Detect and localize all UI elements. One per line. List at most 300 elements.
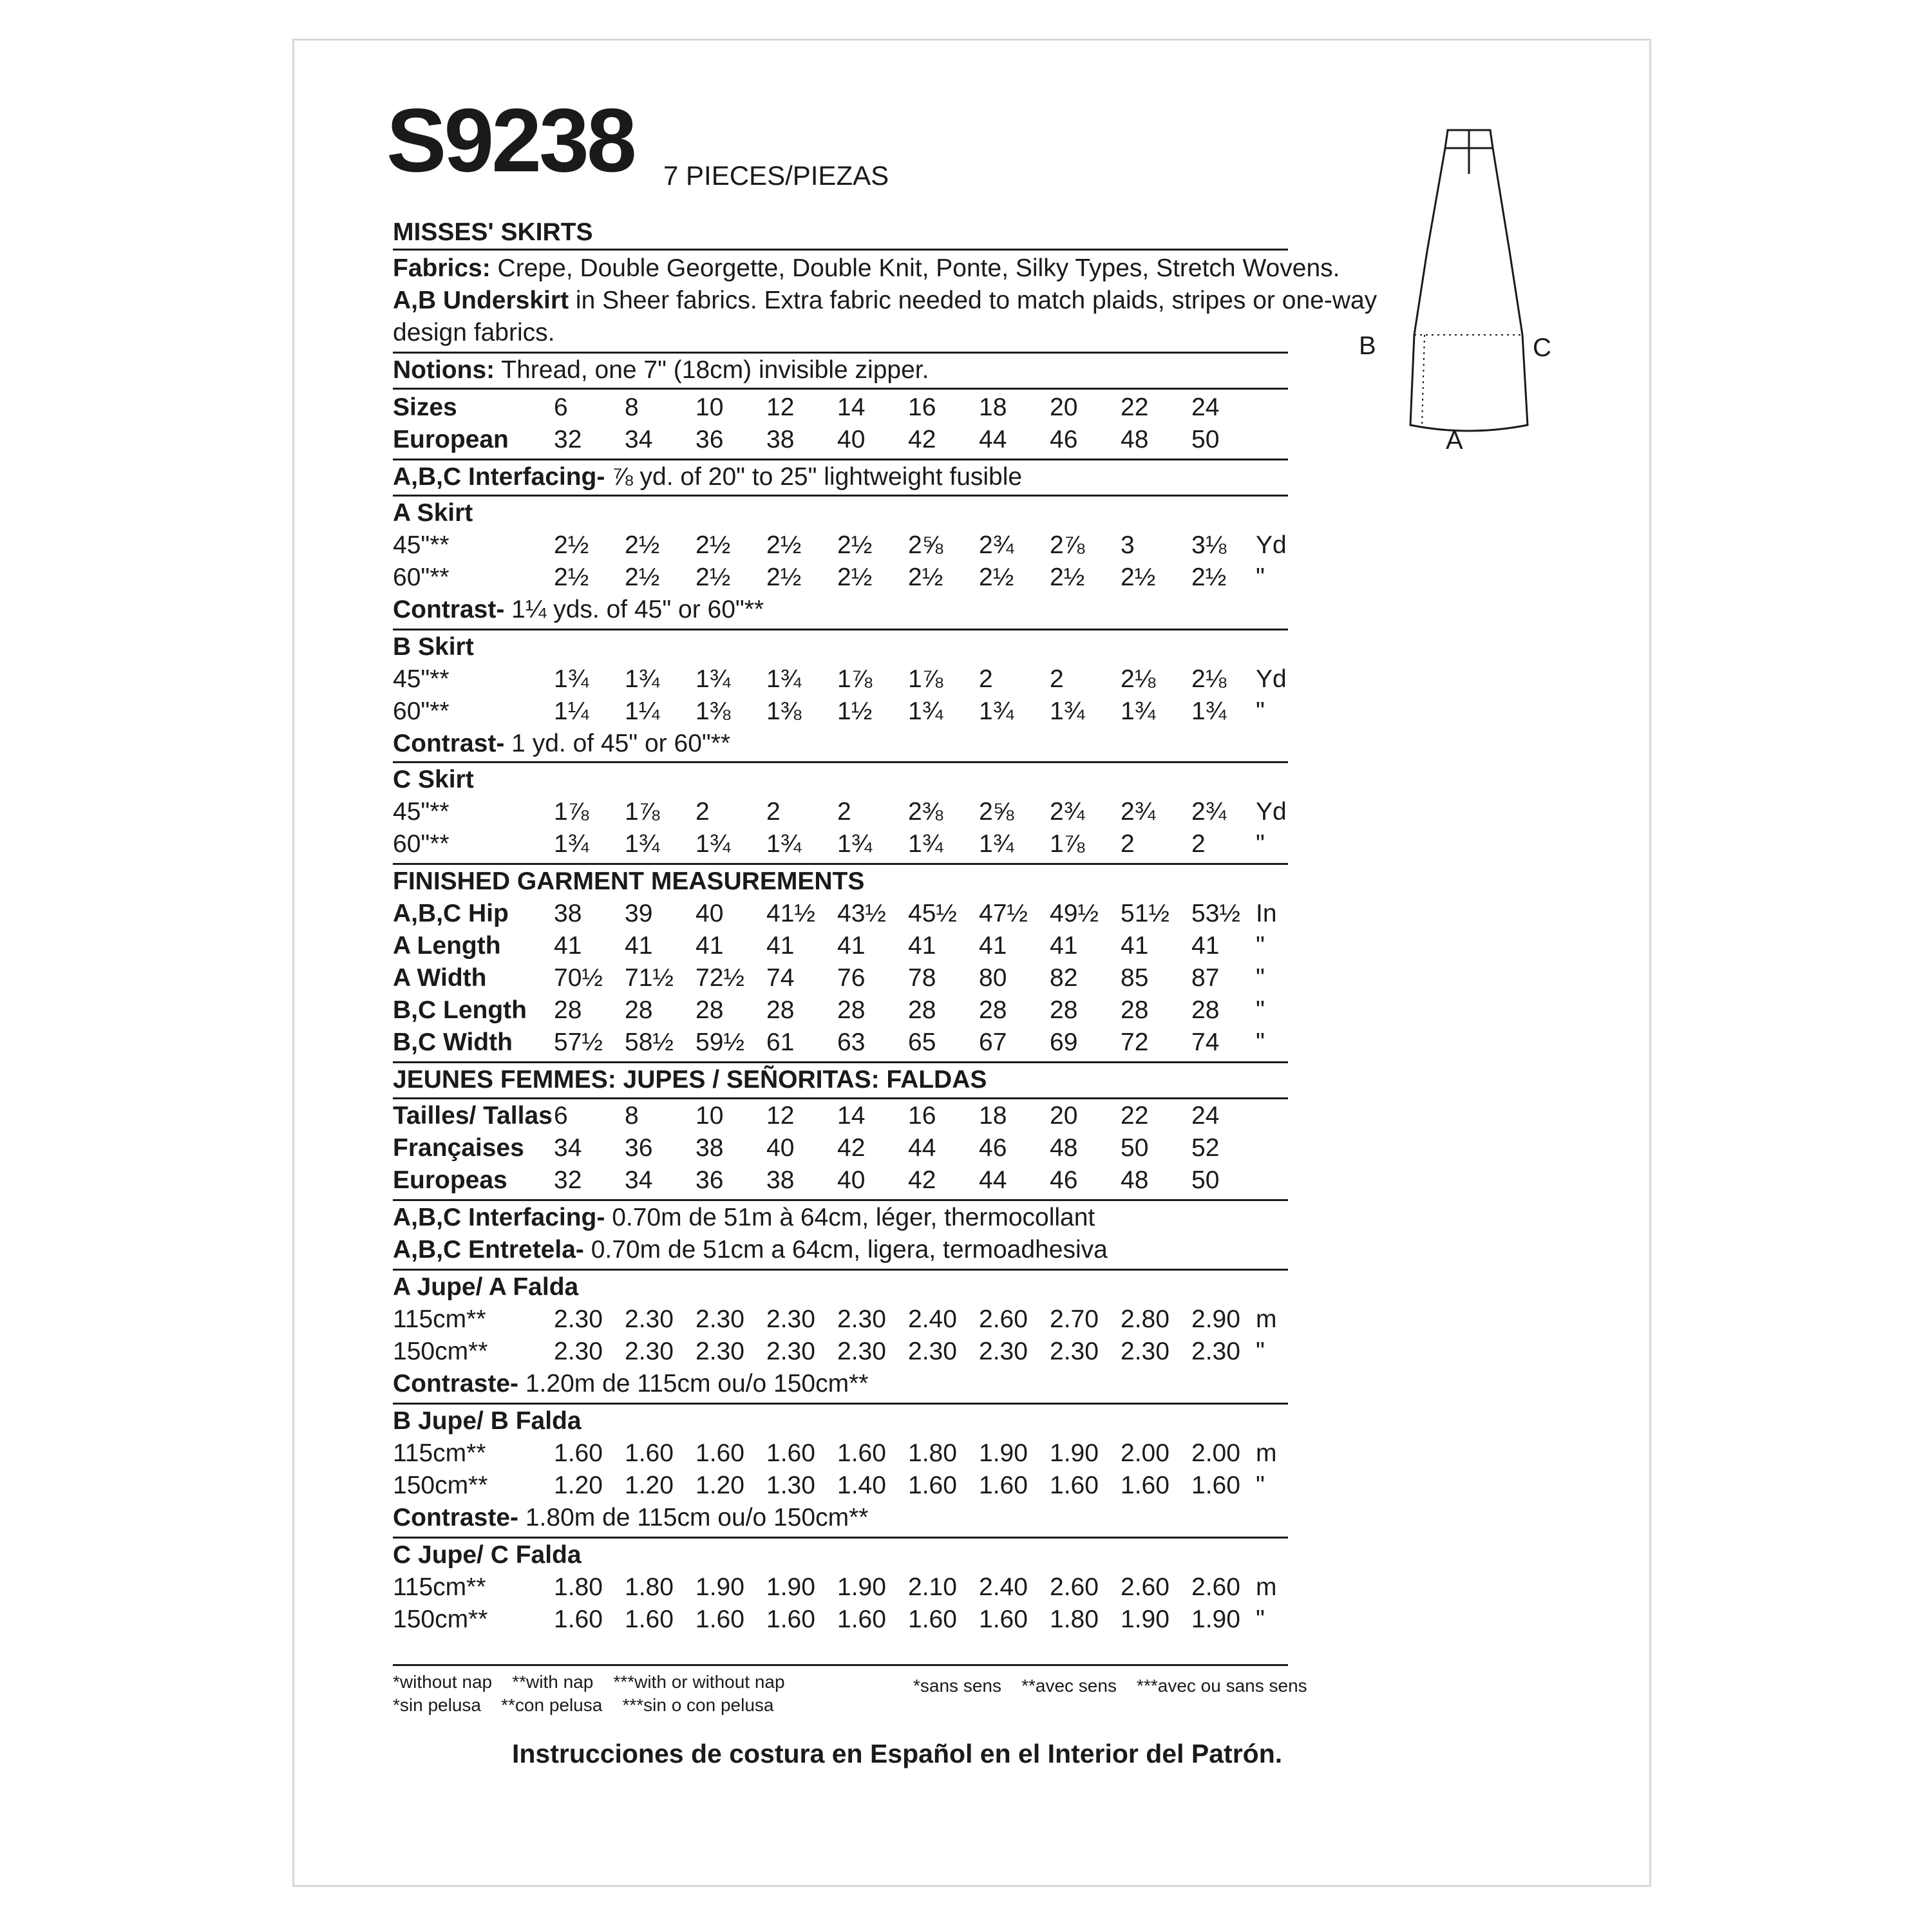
contrast-label: Contrast- xyxy=(393,596,505,623)
value-cell: 2.30 xyxy=(837,1305,886,1333)
entretela-label: A,B,C Entretela- xyxy=(393,1236,584,1264)
value-cell: 57½ xyxy=(554,1028,603,1056)
value-cell: 2½ xyxy=(1121,564,1156,591)
value-cell: 2.30 xyxy=(908,1338,957,1365)
row-label: A Width xyxy=(393,964,487,992)
value-cell: 2⅝ xyxy=(908,531,943,559)
unit-cell: " xyxy=(1256,564,1265,591)
value-cell: 41 xyxy=(554,932,582,960)
entretela-line xyxy=(393,1234,1294,1266)
view-b-label: B xyxy=(1359,332,1376,360)
value-cell: 2⅞ xyxy=(1050,531,1085,559)
value-cell: 41 xyxy=(908,932,936,960)
value-cell: 2⅜ xyxy=(908,798,943,826)
value-cell: 2.60 xyxy=(1050,1573,1099,1601)
view-a-label: A xyxy=(1446,426,1463,455)
value-cell: 58½ xyxy=(625,1028,674,1056)
metrage-row xyxy=(393,1571,1294,1604)
value-cell: 67 xyxy=(979,1028,1007,1056)
value-cell: 2½ xyxy=(837,531,873,559)
unit-cell: m xyxy=(1256,1305,1277,1333)
row-label: A,B,C Hip xyxy=(393,900,509,927)
european-cell: 34 xyxy=(625,426,653,453)
value-cell: 40 xyxy=(766,1134,795,1162)
european-cell: 32 xyxy=(554,426,582,453)
value-cell: 32 xyxy=(554,1166,582,1194)
row-label: Europeas xyxy=(393,1166,507,1194)
value-cell: 2.30 xyxy=(625,1338,674,1365)
underskirt-line xyxy=(393,285,1378,317)
value-cell: 34 xyxy=(625,1166,653,1194)
value-cell: 2½ xyxy=(554,564,589,591)
value-cell: 2 xyxy=(1050,665,1064,693)
value-cell: 2 xyxy=(766,798,781,826)
value-cell: 2.90 xyxy=(1191,1305,1240,1333)
contraste-text: 1.80m de 115cm ou/o 150cm** xyxy=(518,1504,869,1531)
fabrics-text: Crepe, Double Georgette, Double Knit, Ponte, Silky Types, Stretch Wovens. xyxy=(490,254,1340,282)
value-cell: 10 xyxy=(696,1102,724,1130)
value-cell: 1¾ xyxy=(696,665,731,693)
value-cell: 2.70 xyxy=(1050,1305,1099,1333)
value-cell: 6 xyxy=(554,1102,568,1130)
size-cell: 14 xyxy=(837,393,866,421)
value-cell: 1.80 xyxy=(554,1573,603,1601)
value-cell: 2¾ xyxy=(1050,798,1085,826)
value-cell: 28 xyxy=(979,996,1007,1024)
value-cell: 43½ xyxy=(837,900,886,927)
c-jupe-label: C Jupe/ C Falda xyxy=(393,1541,582,1569)
value-cell: 48 xyxy=(1050,1134,1078,1162)
value-cell: 2⅛ xyxy=(1121,665,1156,693)
value-cell: 40 xyxy=(837,1166,866,1194)
value-cell: 51½ xyxy=(1121,900,1170,927)
value-cell: 39 xyxy=(625,900,653,927)
fabrics-line xyxy=(393,252,1340,285)
value-cell: 1.60 xyxy=(837,1439,886,1467)
measurement-row xyxy=(393,994,1294,1027)
value-cell: 2.00 xyxy=(1191,1439,1240,1467)
value-cell: 1.30 xyxy=(766,1472,815,1499)
value-cell: 2½ xyxy=(696,564,731,591)
finished-measurements-title: FINISHED GARMENT MEASUREMENTS xyxy=(393,867,865,895)
value-cell: 41 xyxy=(625,932,653,960)
size-cell: 12 xyxy=(766,393,795,421)
contraste-line xyxy=(393,1502,1294,1534)
value-cell: 28 xyxy=(766,996,795,1024)
value-cell: 2.30 xyxy=(766,1338,815,1365)
european-cell: 36 xyxy=(696,426,724,453)
value-cell: 2.30 xyxy=(696,1338,744,1365)
value-cell: 2 xyxy=(1191,830,1206,858)
value-cell: 2⅝ xyxy=(979,798,1014,826)
european-row xyxy=(393,424,1294,456)
measurement-row xyxy=(393,930,1294,962)
notions-text: Thread, one 7" (18cm) invisible zipper. xyxy=(495,356,929,384)
interfacing-label: A,B,C Interfacing- xyxy=(393,463,605,491)
value-cell: 1.60 xyxy=(554,1439,603,1467)
unit-cell: " xyxy=(1256,996,1265,1024)
value-cell: 1¾ xyxy=(908,830,943,858)
divider xyxy=(393,1664,1288,1666)
c-skirt-label: C Skirt xyxy=(393,766,474,793)
unit-cell: " xyxy=(1256,830,1265,858)
value-cell: 38 xyxy=(696,1134,724,1162)
metrage-row xyxy=(393,1437,1294,1470)
interfacing-line xyxy=(393,461,1294,493)
row-label: 45"** xyxy=(393,665,450,693)
value-cell: 1.80 xyxy=(1050,1605,1099,1633)
value-cell: 85 xyxy=(1121,964,1149,992)
yardage-row xyxy=(393,696,1294,728)
value-cell: 28 xyxy=(1121,996,1149,1024)
value-cell: 47½ xyxy=(979,900,1028,927)
measurement-row xyxy=(393,962,1294,994)
value-cell: 2½ xyxy=(625,564,660,591)
value-cell: 1.20 xyxy=(696,1472,744,1499)
value-cell: 1.60 xyxy=(696,1605,744,1633)
value-cell: 41 xyxy=(1191,932,1220,960)
value-cell: 59½ xyxy=(696,1028,744,1056)
value-cell: 28 xyxy=(1191,996,1220,1024)
skirt-line-drawing xyxy=(1352,122,1597,457)
entretela-text: 0.70m de 51cm a 64cm, ligera, termoadhesiva xyxy=(583,1236,1108,1264)
value-cell: 42 xyxy=(908,1166,936,1194)
value-cell: 2.30 xyxy=(766,1305,815,1333)
value-cell: 2.10 xyxy=(908,1573,957,1601)
value-cell: 1¾ xyxy=(766,830,802,858)
contraste-label: Contraste- xyxy=(393,1370,519,1397)
interfacing-text: ⅞ yd. of 20" to 25" lightweight fusible xyxy=(605,463,1023,491)
value-cell: 1¾ xyxy=(696,830,731,858)
row-label: Françaises xyxy=(393,1134,524,1162)
value-cell: 1¼ xyxy=(554,697,589,725)
underskirt-text: in Sheer fabrics. Extra fabric needed to match plaids, stripes or one-way xyxy=(569,287,1378,314)
value-cell: 2¾ xyxy=(1121,798,1156,826)
value-cell: 18 xyxy=(979,1102,1007,1130)
value-cell: 1.60 xyxy=(908,1605,957,1633)
metrage-row xyxy=(393,1604,1294,1636)
metrage-row xyxy=(393,1336,1294,1368)
value-cell: 2.80 xyxy=(1121,1305,1170,1333)
interfacing-fr-label: A,B,C Interfacing- xyxy=(393,1204,605,1231)
yardage-row xyxy=(393,562,1294,594)
divider xyxy=(393,388,1288,390)
value-cell: 2.30 xyxy=(696,1305,744,1333)
underskirt-line-2: design fabrics. xyxy=(393,319,555,346)
value-cell: 1.60 xyxy=(979,1472,1028,1499)
row-label: 115cm** xyxy=(393,1305,486,1333)
value-cell: 1.60 xyxy=(1191,1472,1240,1499)
value-cell: 28 xyxy=(837,996,866,1024)
value-cell: 1.80 xyxy=(625,1573,674,1601)
unit-cell: " xyxy=(1256,1472,1265,1499)
row-label: 150cm** xyxy=(393,1472,488,1499)
value-cell: 1.60 xyxy=(837,1605,886,1633)
value-cell: 2½ xyxy=(1050,564,1085,591)
value-cell: 1.60 xyxy=(1121,1472,1170,1499)
divider xyxy=(393,863,1288,865)
value-cell: 80 xyxy=(979,964,1007,992)
interfacing-fr-line xyxy=(393,1202,1294,1234)
value-cell: 46 xyxy=(1050,1166,1078,1194)
value-cell: 40 xyxy=(696,900,724,927)
value-cell: 2½ xyxy=(1191,564,1227,591)
value-cell: 2.60 xyxy=(1121,1573,1170,1601)
value-cell: 1¾ xyxy=(766,665,802,693)
value-cell: 2½ xyxy=(625,531,660,559)
value-cell: 87 xyxy=(1191,964,1220,992)
row-label: A Length xyxy=(393,932,501,960)
divider xyxy=(393,1537,1288,1539)
value-cell: 45½ xyxy=(908,900,957,927)
unit-cell: " xyxy=(1256,932,1265,960)
divider xyxy=(393,761,1288,763)
value-cell: 22 xyxy=(1121,1102,1149,1130)
divider xyxy=(393,1403,1288,1405)
a-skirt-label: A Skirt xyxy=(393,499,473,527)
value-cell: 1¾ xyxy=(979,697,1014,725)
row-label: 150cm** xyxy=(393,1605,488,1633)
contrast-line xyxy=(393,728,1294,760)
value-cell: 16 xyxy=(908,1102,936,1130)
value-cell: 2 xyxy=(979,665,993,693)
value-cell: 1.60 xyxy=(979,1605,1028,1633)
european-cell: 48 xyxy=(1121,426,1149,453)
value-cell: 1.90 xyxy=(1050,1439,1099,1467)
value-cell: 65 xyxy=(908,1028,936,1056)
a-jupe-label: A Jupe/ A Falda xyxy=(393,1273,579,1301)
value-cell: 2½ xyxy=(837,564,873,591)
yardage-row xyxy=(393,796,1294,828)
value-cell: 2¾ xyxy=(979,531,1014,559)
row-label: 115cm** xyxy=(393,1573,486,1601)
unit-cell: In xyxy=(1256,900,1277,927)
value-cell: 28 xyxy=(696,996,724,1024)
value-cell: 36 xyxy=(625,1134,653,1162)
row-label: 45"** xyxy=(393,798,450,826)
size-cell: 24 xyxy=(1191,393,1220,421)
contrast-label: Contrast- xyxy=(393,730,505,757)
value-cell: 1.40 xyxy=(837,1472,886,1499)
value-cell: 2.30 xyxy=(554,1305,603,1333)
value-cell: 1.90 xyxy=(696,1573,744,1601)
value-cell: 1.60 xyxy=(766,1605,815,1633)
unit-cell: m xyxy=(1256,1573,1277,1601)
value-cell: 28 xyxy=(625,996,653,1024)
contrast-line xyxy=(393,594,1294,626)
value-cell: 48 xyxy=(1121,1166,1149,1194)
european-cell: 42 xyxy=(908,426,936,453)
row-label: 60"** xyxy=(393,564,450,591)
value-cell: 1¾ xyxy=(625,665,660,693)
fabrics-label: Fabrics: xyxy=(393,254,491,282)
section-title-jeunes: JEUNES FEMMES: JUPES / SEÑORITAS: FALDAS xyxy=(393,1066,987,1094)
unit-cell: Yd xyxy=(1256,665,1287,693)
value-cell: 2.40 xyxy=(908,1305,957,1333)
value-cell: 1¾ xyxy=(554,830,589,858)
value-cell: 1.60 xyxy=(625,1605,674,1633)
value-cell: 76 xyxy=(837,964,866,992)
value-cell: 1.60 xyxy=(766,1439,815,1467)
value-cell: 44 xyxy=(908,1134,936,1162)
value-cell: 70½ xyxy=(554,964,603,992)
measurement-row xyxy=(393,898,1294,930)
value-cell: 2⅛ xyxy=(1191,665,1227,693)
unit-cell: " xyxy=(1256,964,1265,992)
divider xyxy=(393,459,1288,460)
metrage-row xyxy=(393,1303,1294,1336)
section-title-misses: MISSES' SKIRTS xyxy=(393,218,593,246)
unit-cell: " xyxy=(1256,1028,1265,1056)
value-cell: 1¾ xyxy=(554,665,589,693)
value-cell: 1.60 xyxy=(625,1439,674,1467)
value-cell: 41 xyxy=(979,932,1007,960)
european-cell: 40 xyxy=(837,426,866,453)
francaises-row xyxy=(393,1132,1294,1164)
view-c-label: C xyxy=(1533,334,1551,362)
divider xyxy=(393,352,1288,354)
value-cell: 44 xyxy=(979,1166,1007,1194)
value-cell: 1⅞ xyxy=(554,798,589,826)
value-cell: 38 xyxy=(766,1166,795,1194)
divider xyxy=(393,249,1288,251)
notions-line xyxy=(393,354,1294,386)
footnote-fr: *sans sens **avec sens ***avec ou sans sens xyxy=(913,1676,1307,1696)
value-cell: 2.60 xyxy=(979,1305,1028,1333)
row-label: B,C Width xyxy=(393,1028,513,1056)
value-cell: 1¾ xyxy=(979,830,1014,858)
value-cell: 2.30 xyxy=(837,1338,886,1365)
size-cell: 18 xyxy=(979,393,1007,421)
unit-cell: Yd xyxy=(1256,798,1287,826)
value-cell: 1¾ xyxy=(908,697,943,725)
value-cell: 1.20 xyxy=(554,1472,603,1499)
contraste-label: Contraste- xyxy=(393,1504,519,1531)
size-cell: 8 xyxy=(625,393,639,421)
value-cell: 63 xyxy=(837,1028,866,1056)
row-label: 60"** xyxy=(393,830,450,858)
value-cell: 50 xyxy=(1121,1134,1149,1162)
metrage-row xyxy=(393,1470,1294,1502)
value-cell: 2½ xyxy=(696,531,731,559)
value-cell: 1¼ xyxy=(625,697,660,725)
unit-cell: m xyxy=(1256,1439,1277,1467)
value-cell: 2.60 xyxy=(1191,1573,1240,1601)
value-cell: 2 xyxy=(1121,830,1135,858)
value-cell: 53½ xyxy=(1191,900,1240,927)
value-cell: 1⅜ xyxy=(696,697,731,725)
row-label: 115cm** xyxy=(393,1439,486,1467)
value-cell: 36 xyxy=(696,1166,724,1194)
value-cell: 3⅛ xyxy=(1191,531,1227,559)
value-cell: 1.90 xyxy=(979,1439,1028,1467)
value-cell: 2½ xyxy=(766,564,802,591)
value-cell: 2 xyxy=(696,798,710,826)
yardage-row xyxy=(393,529,1294,562)
size-cell: 16 xyxy=(908,393,936,421)
value-cell: 28 xyxy=(554,996,582,1024)
value-cell: 1⅞ xyxy=(908,665,943,693)
value-cell: 1⅜ xyxy=(766,697,802,725)
row-label: B,C Length xyxy=(393,996,527,1024)
divider xyxy=(393,1269,1288,1271)
value-cell: 1.20 xyxy=(625,1472,674,1499)
b-jupe-label: B Jupe/ B Falda xyxy=(393,1407,582,1435)
divider xyxy=(393,629,1288,630)
yardage-row xyxy=(393,828,1294,860)
unit-cell: " xyxy=(1256,1605,1265,1633)
value-cell: 2¾ xyxy=(1191,798,1227,826)
underskirt-label: A,B Underskirt xyxy=(393,287,569,314)
value-cell: 71½ xyxy=(625,964,674,992)
value-cell: 2.30 xyxy=(1050,1338,1099,1365)
value-cell: 1¾ xyxy=(837,830,873,858)
value-cell: 2½ xyxy=(766,531,802,559)
unit-cell: " xyxy=(1256,697,1265,725)
value-cell: 50 xyxy=(1191,1166,1220,1194)
row-label: Tailles/ Tallas xyxy=(393,1102,553,1130)
european-cell: 44 xyxy=(979,426,1007,453)
measurement-row xyxy=(393,1027,1294,1059)
value-cell: 1.60 xyxy=(908,1472,957,1499)
value-cell: 2½ xyxy=(908,564,943,591)
value-cell: 41 xyxy=(1121,932,1149,960)
value-cell: 8 xyxy=(625,1102,639,1130)
value-cell: 2.40 xyxy=(979,1573,1028,1601)
b-skirt-label: B Skirt xyxy=(393,633,474,661)
value-cell: 2.30 xyxy=(1121,1338,1170,1365)
value-cell: 49½ xyxy=(1050,900,1099,927)
interfacing-fr-text: 0.70m de 51m à 64cm, léger, thermocollant xyxy=(605,1204,1095,1231)
value-cell: 14 xyxy=(837,1102,866,1130)
value-cell: 1¾ xyxy=(1050,697,1085,725)
footnote-en: *without nap **with nap ***with or without nap xyxy=(393,1672,785,1692)
value-cell: 24 xyxy=(1191,1102,1220,1130)
value-cell: 82 xyxy=(1050,964,1078,992)
value-cell: 1¾ xyxy=(1121,697,1156,725)
sizes-row xyxy=(393,392,1294,424)
value-cell: 1⅞ xyxy=(625,798,660,826)
value-cell: 28 xyxy=(1050,996,1078,1024)
value-cell: 2 xyxy=(837,798,851,826)
contraste-text: 1.20m de 115cm ou/o 150cm** xyxy=(518,1370,869,1397)
row-label: 150cm** xyxy=(393,1338,488,1365)
value-cell: 34 xyxy=(554,1134,582,1162)
european-cell: 46 xyxy=(1050,426,1078,453)
value-cell: 2.30 xyxy=(625,1305,674,1333)
value-cell: 28 xyxy=(908,996,936,1024)
value-cell: 41½ xyxy=(766,900,815,927)
sizes-label: Sizes xyxy=(393,393,457,421)
value-cell: 2.00 xyxy=(1121,1439,1170,1467)
unit-cell: Yd xyxy=(1256,531,1287,559)
row-label: 45"** xyxy=(393,531,450,559)
value-cell: 1⅞ xyxy=(1050,830,1085,858)
value-cell: 1.60 xyxy=(554,1605,603,1633)
value-cell: 42 xyxy=(837,1134,866,1162)
value-cell: 1.90 xyxy=(837,1573,886,1601)
value-cell: 1.80 xyxy=(908,1439,957,1467)
value-cell: 74 xyxy=(1191,1028,1220,1056)
unit-cell: " xyxy=(1256,1338,1265,1365)
value-cell: 61 xyxy=(766,1028,795,1056)
divider xyxy=(393,1097,1288,1099)
value-cell: 72 xyxy=(1121,1028,1149,1056)
value-cell: 41 xyxy=(837,932,866,960)
european-label: European xyxy=(393,426,509,453)
value-cell: 74 xyxy=(766,964,795,992)
value-cell: 12 xyxy=(766,1102,795,1130)
